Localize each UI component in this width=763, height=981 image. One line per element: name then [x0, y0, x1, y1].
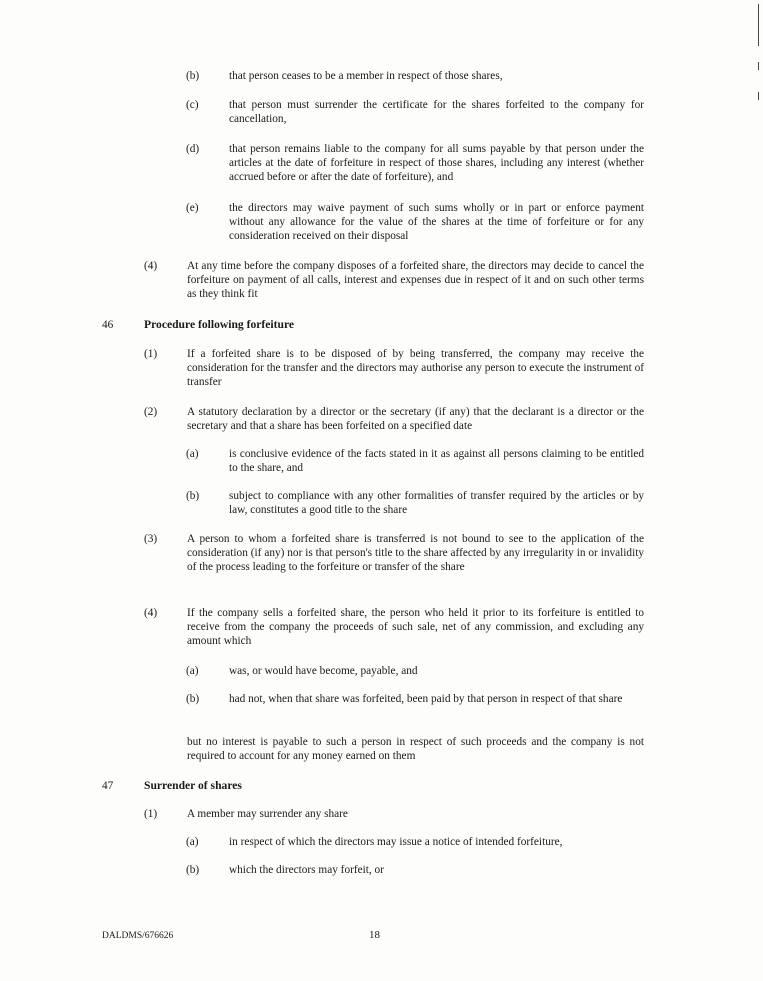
- item-label: (a): [186, 665, 199, 677]
- item-text: was, or would have become, payable, and: [229, 665, 418, 677]
- item-text: which the directors may forfeit, or: [229, 864, 384, 876]
- clause-number: 47: [102, 780, 114, 792]
- item-text: that person remains liable to the company for all sums payable by that person under the articles at the date of forfeiture in respect of those shares, including any interest (whether accrued before or after the date of forfeiture), and: [229, 143, 644, 184]
- paragraph-text: If the company sells a forfeited share, the person who held it prior to its forfeiture is entitled to receive from the company the proceeds of such sale, net of any commission, and excluding any amount which: [187, 607, 644, 648]
- item-text: had not, when that share was forfeited, been paid by that person in respect of that share: [229, 693, 623, 705]
- paragraph-text: A statutory declaration by a director or the secretary (if any) that the declarant is a director or the secretary and that a share has been forfeited on a specified date: [187, 406, 644, 433]
- paragraph-text: A person to whom a forfeited share is transferred is not bound to see to the application of the consideration (if any) nor is that person's title to the share affected by any irregularity in or invalidity of the process leading to the forfeiture or transfer of the share: [187, 533, 644, 574]
- clause-heading: Procedure following forfeiture: [144, 318, 295, 331]
- paragraph-tail-text: but no interest is payable to such a person in respect of such proceeds and the company is not required to account for any money earned on them: [187, 736, 644, 763]
- scan-edge-mark: [758, 4, 759, 46]
- item-label: (c): [186, 99, 199, 111]
- paragraph-text: At any time before the company disposes of a forfeited share, the directors may decide to cancel the forfeiture on payment of all calls, interest and expenses due in respect of it and on such other terms as they think fit: [187, 260, 644, 301]
- clause-heading: Surrender of shares: [144, 779, 242, 792]
- item-label: (d): [186, 143, 200, 155]
- item-text: in respect of which the directors may issue a notice of intended forfeiture,: [229, 836, 563, 848]
- item-label: (b): [186, 70, 200, 82]
- paragraph-text: A member may surrender any share: [187, 808, 348, 820]
- paragraph-label: (1): [144, 348, 158, 360]
- clause-number: 46: [102, 319, 114, 331]
- page-number: 18: [369, 929, 380, 941]
- paragraph-label: (4): [144, 607, 158, 619]
- paragraph-label: (2): [144, 406, 158, 418]
- item-label: (a): [186, 836, 199, 848]
- paragraph-label: (4): [144, 260, 158, 272]
- item-label: (b): [186, 490, 200, 502]
- scan-edge-mark: [758, 92, 759, 100]
- item-text: is conclusive evidence of the facts stated in it as against all persons claiming to be entitled to the share, and: [229, 448, 644, 475]
- scan-edge-mark: [758, 62, 759, 70]
- item-label: (e): [186, 202, 199, 214]
- item-text: subject to compliance with any other formalities of transfer required by the articles or by law, constitutes a good title to the share: [229, 490, 644, 517]
- item-text: the directors may waive payment of such sums wholly or in part or enforce payment without any allowance for the value of the shares at the time of forfeiture or for any consideration received on their disposal: [229, 202, 644, 243]
- paragraph-label: (1): [144, 808, 158, 820]
- item-label: (a): [186, 448, 199, 460]
- item-label: (b): [186, 693, 200, 705]
- item-label: (b): [186, 864, 200, 876]
- item-text: that person must surrender the certificate for the shares forfeited to the company for cancellation,: [229, 99, 644, 126]
- paragraph-text: If a forfeited share is to be disposed of by being transferred, the company may receive the consideration for the transfer and the directors may authorise any person to execute the instrument of transfer: [187, 348, 644, 389]
- paragraph-label: (3): [144, 533, 158, 545]
- document-reference: DALDMS/676626: [102, 931, 174, 941]
- item-text: that person ceases to be a member in respect of those shares,: [229, 70, 503, 82]
